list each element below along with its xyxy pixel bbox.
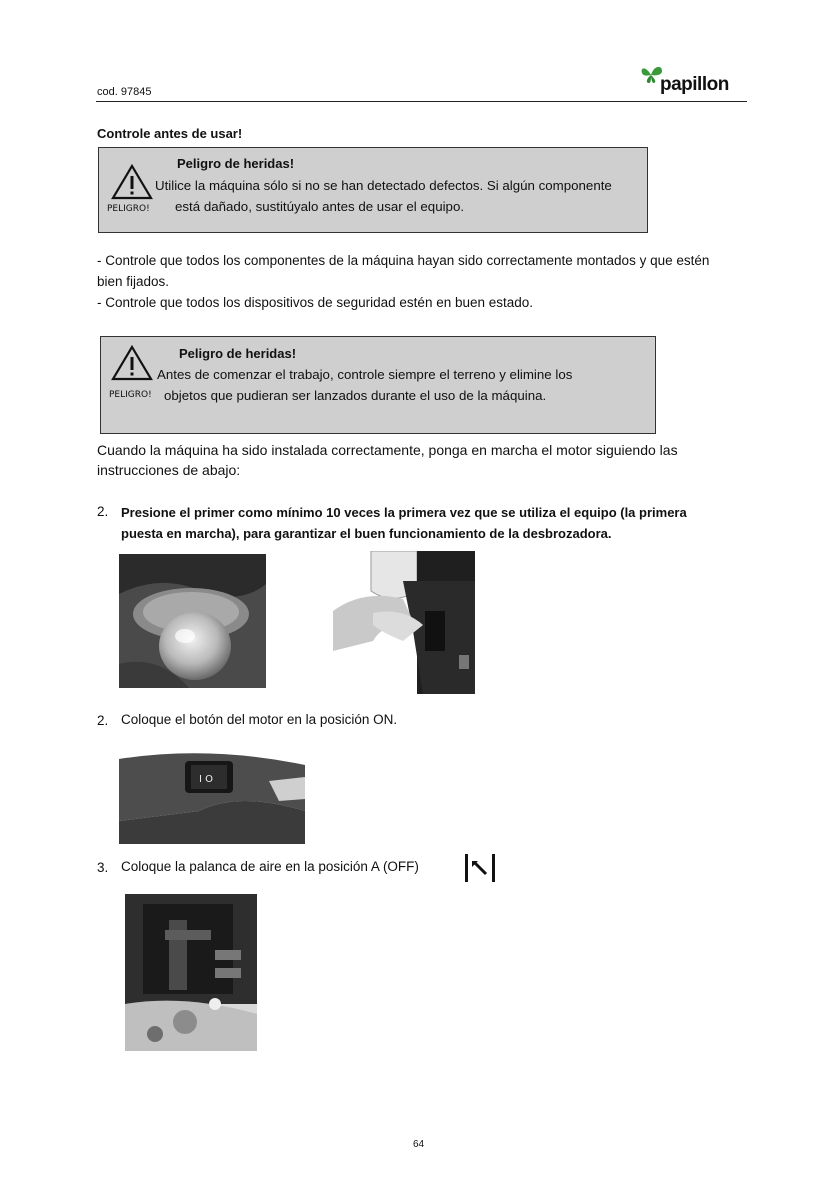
step-number: 2. (97, 713, 109, 728)
warning-label: PELIGRO! (109, 390, 152, 400)
warning-title: Peligro de heridas! (177, 156, 295, 171)
warning-text-line: está dañado, sustitúyalo antes de usar el equipo. (175, 199, 465, 214)
warning-text-line: Antes de comenzar el trabajo, controle siempre el terreno y elimine los (157, 367, 573, 382)
intro-line: instrucciones de abajo: (97, 462, 241, 478)
check-line: - Controle que todos los componentes de la máquina hayan sido correctamente montados y que estén (97, 253, 710, 268)
warning-label: PELIGRO! (107, 204, 150, 214)
warning-box-2 (100, 336, 656, 434)
engine-switch-photo (119, 751, 305, 844)
choke-lever-photo (125, 894, 257, 1051)
check-line: - Controle que todos los dispositivos de seguridad estén en buen estado. (97, 295, 534, 310)
step-number: 2. (97, 504, 109, 519)
section-title: Controle antes de usar! (97, 126, 243, 141)
step-text: Coloque el botón del motor en la posición ON. (121, 712, 398, 727)
warning-text-line: Utilice la máquina sólo si no se han detectado defectos. Si algún componente (155, 178, 612, 193)
svg-text:I O: I O (199, 774, 213, 785)
step-number: 3. (97, 860, 109, 875)
primer-bulb-photo (119, 554, 266, 688)
brand-name: papillon (660, 74, 729, 95)
document-code: cod. 97845 (97, 86, 152, 98)
warning-title: Peligro de heridas! (179, 346, 297, 361)
brand-logo (640, 64, 735, 98)
warning-text-line: objetos que pudieran ser lanzados durante el uso de la máquina. (164, 388, 547, 403)
warning-triangle-icon (111, 345, 153, 381)
check-line: bien fijados. (97, 274, 170, 289)
fuel-tank-photo (333, 551, 475, 694)
step-text: Coloque la palanca de aire en la posición A (OFF) (121, 859, 419, 874)
choke-symbol-icon (463, 852, 497, 884)
step-text: puesta en marcha), para garantizar el buen funcionamiento de la desbrozadora. (121, 526, 612, 541)
page-number: 64 (413, 1139, 425, 1150)
header-divider (96, 101, 747, 102)
warning-triangle-icon (111, 164, 153, 200)
warning-box-1 (98, 147, 648, 233)
step-text: Presione el primer como mínimo 10 veces la primera vez que se utiliza el equipo (la primera (121, 505, 687, 520)
intro-line: Cuando la máquina ha sido instalada correctamente, ponga en marcha el motor siguiendo las (97, 442, 678, 458)
